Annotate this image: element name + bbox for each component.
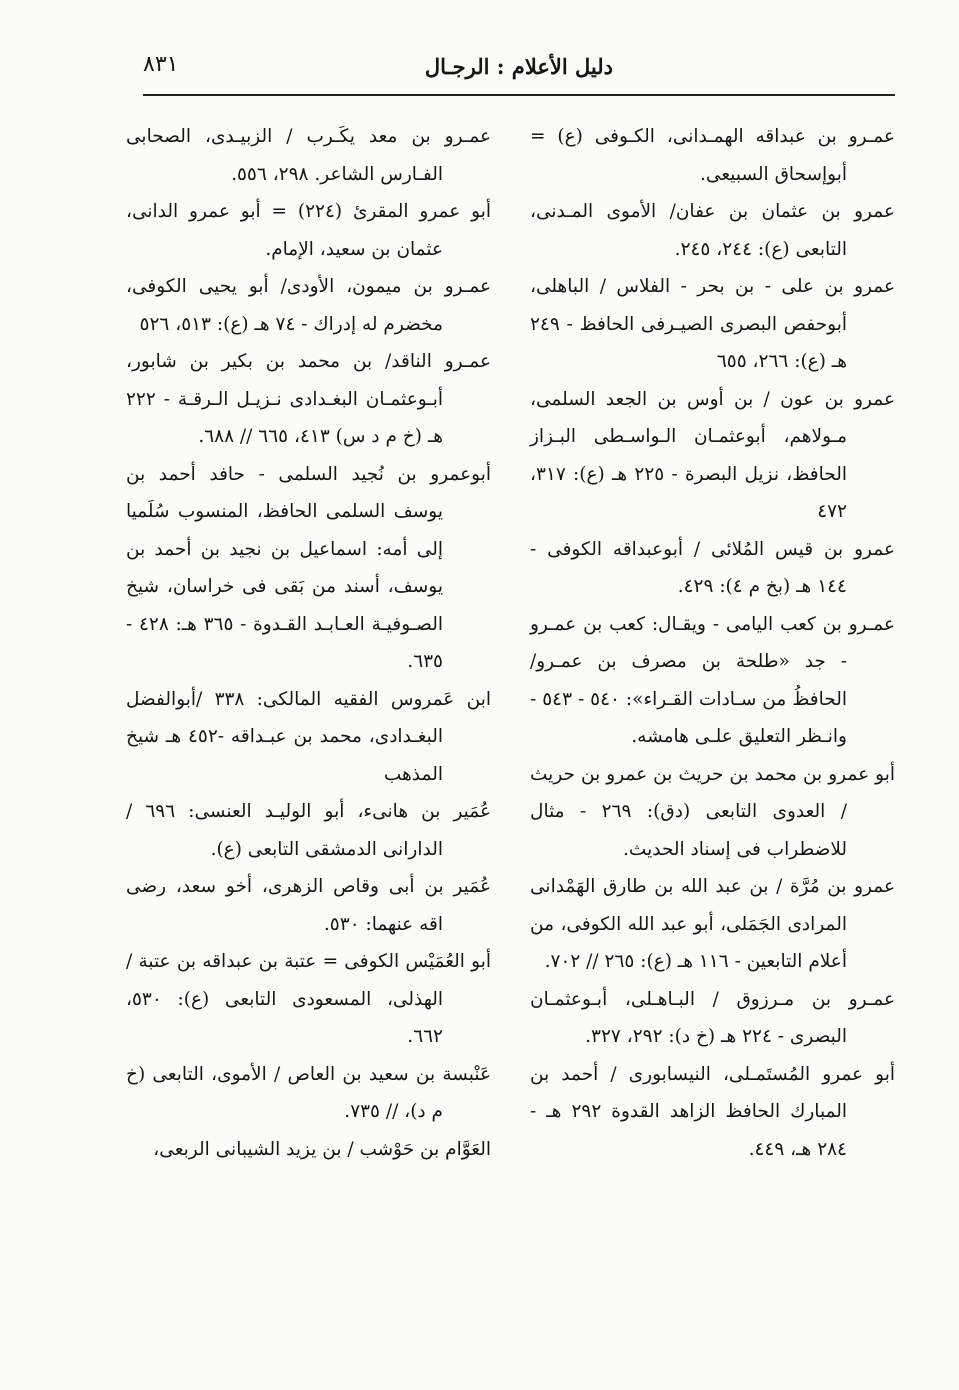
index-entry: عمرو بن قيس المُلائى / أبوعبداقه الكوفى - ١٤٤ هـ (بخ م ٤): ٤٢٩. [530, 538, 895, 597]
index-entry: أبوعمرو بن نُجيد السلمى - حافد أحمد بن يوسف السلمى الحافظ، المنسوب سُلَميا إلى أمه: اسماعيل بن نجيد بن أحمد بن يوسف، أسند من بَقى فى خراسان، شيخ الصـوفيـة العـابـد القـدوة - ٣٦٥ هـ: ٤٢٨ - ٦٣٥. [126, 463, 491, 672]
index-entry: عمـرو بن ميمون، الأودى/ أبو يحيى الكوفى، مخضرم له إدراك - ٧٤ هـ (ع): ٥١٣، ٥٢٦ [126, 276, 491, 335]
index-entry: عمـرو بن كعب اليامى - ويقـال: كعب بن عمـرو - جد «طلحة بن مصرف بن عمـرو/ الحافظُ من سـادات القـراء»: ٥٤٠ - ٥٤٣ - وانـظر التعليق علـى هامشه. [530, 613, 895, 747]
running-title: دليل الأعلام : الرجـال [424, 54, 613, 79]
index-entry: عمرو بن عثمان بن عفان/ الأموى المـدنى، التابعى (ع): ٢٤٤، ٢٤٥. [530, 201, 895, 260]
index-entry: عَنْبسة بن سعيد بن العاص / الأموى، التابعى (خ م د)، // ٧٣٥. [126, 1063, 491, 1122]
index-entry: عمرو بن على - بن بحر - الفلاس / الباهلى، أبوحفص البصرى الصيـرفى الحافظ - ٢٤٩ هـ (ع): ٢٦٦، ٦٥٥ [530, 276, 895, 372]
header-rule [143, 94, 895, 96]
index-entry: عمـرو بن مـرزوق / البـاهـلى، أبـوعثمـان البصرى - ٢٢٤ هـ (خ د): ٢٩٢، ٣٢٧. [530, 988, 895, 1047]
right-column [530, 118, 895, 1168]
page-header [140, 48, 895, 88]
index-entry: أبو العُمَيْس الكوفى = عتبة بن عبداقه بن عتبة /الهذلى، المسعودى التابعى (ع): ٥٣٠، ٦٦٢. [126, 951, 491, 1047]
index-entry: عُمَير بن هانىء، أبو الوليـد العنسى: ٦٩٦ / الدارانى الدمشقى التابعى (ع). [126, 801, 491, 860]
index-entry: عُمَير بن أبى وقاص الزهرى، أخو سعد، رضى اقه عنهما: ٥٣٠. [126, 876, 491, 935]
index-entry: عمـرو الناقد/ بن محمد بن بكير بن شابور، أبـوعثمـان البغـدادى نـزيـل الـرقـة - ٢٢٢ هـ (خ م د س) ٤١٣، ٦٦٥ // ٦٨٨. [126, 351, 491, 447]
index-entry: عمرو بن مُرَّة / بن عبد الله بن طارق الهَمْدانى المرادى الجَمَلى، أبو عبد الله الكوفى، من أعلام التابعين - ١١٦ هـ (ع): ٢٦٥ // ٧٠٢. [530, 876, 895, 972]
index-entry: أبو عمرو المقرئ (٢٢٤) = أبو عمرو الدانى، عثمان بن سعيد، الإمام. [126, 201, 491, 260]
index-entry: ابن عَمروس الفقيه المالكى: ٣٣٨ /أبوالفضل البغـدادى، محمد بن عبـداقه -٤٥٢ هـ شيخ المذهب [126, 688, 491, 785]
index-entry: عمـرو بن معد يكَـرب / الزبيـدى، الصحابى الفـارس الشاعر. ٢٩٨، ٥٥٦. [126, 126, 491, 185]
index-entry: أبو عمرو بن محمد بن حريث بن عمرو بن حريث / العدوى التابعى (دق): ٢٦٩ - مثال للاضطراب فى إسناد الحديث. [530, 763, 895, 860]
index-entry: أبو عمرو المُستَمـلى، النيسابورى / أحمد بن المبارك الحافظ الزاهد القدوة ٢٩٢ هـ - ٢٨٤ هـ، ٤٤٩. [530, 1063, 895, 1160]
left-column [126, 118, 491, 1168]
page-number: ٨٣١ [143, 52, 179, 77]
index-entry: العَوَّام بن حَوْشب / بن يزيد الشيبانى الربعى، [153, 1138, 491, 1160]
index-entry: عمـرو بن عبداقه الهمـدانى، الكـوفى (ع) = أبوإسحاق السبيعى. [530, 126, 895, 185]
index-entry: عمرو بن عون / بن أوس بن الجعد السلمى، مـولاهم، أبوعثمـان الـواسـطى البـزاز الحافظ، نزيل البصرة - ٢٢٥ هـ (ع): ٣١٧، ٤٧٢ [530, 388, 895, 522]
